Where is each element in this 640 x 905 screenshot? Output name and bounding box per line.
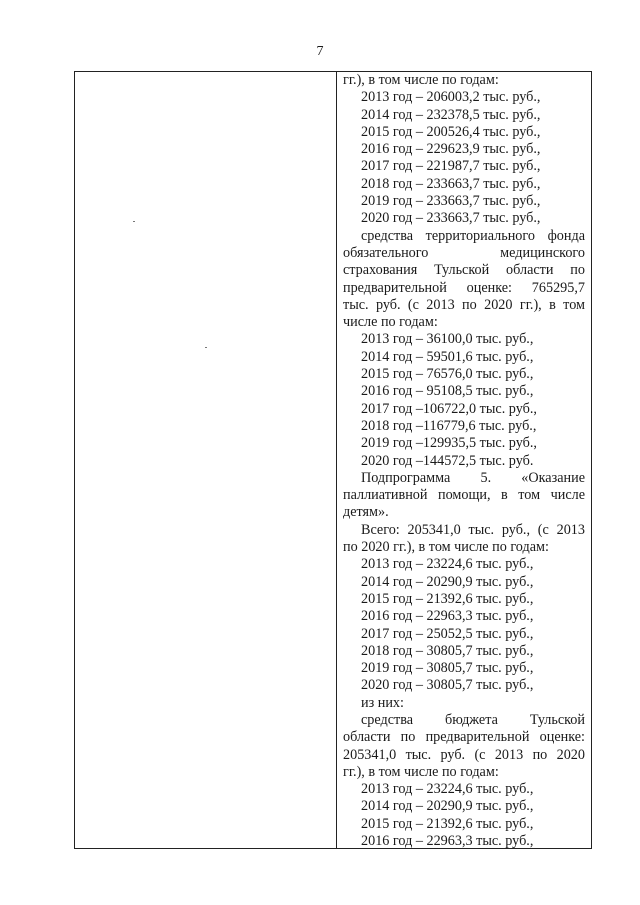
content-line: 2016 год – 22963,3 тыс. руб., (361, 833, 534, 848)
content-line: 2019 год –129935,5 тыс. руб., (361, 435, 537, 452)
content-line: 2014 год – 20290,9 тыс. руб., (361, 798, 534, 815)
content-line: 2015 год – 21392,6 тыс. руб., (361, 815, 534, 832)
page-number: 7 (316, 44, 324, 59)
content-line: 2013 год – 23224,6 тыс. руб., (361, 781, 534, 798)
content-line: 2016 год – 95108,5 тыс. руб., (361, 383, 534, 400)
content-line: 2015 год – 76576,0 тыс. руб., (361, 366, 534, 383)
content-line: гг.), в том числе по годам: (343, 763, 499, 780)
content-line: Всего: 205341,0 тыс. руб., (с 2013 (361, 521, 585, 538)
content-line: предварительной оценке: 765295,7 (343, 279, 585, 296)
content-line: обязательного медицинского (343, 244, 585, 261)
right-table-cell (337, 72, 591, 848)
content-line: 2017 год – 25052,5 тыс. руб., (361, 625, 534, 642)
content-line: 2018 год –116779,6 тыс. руб., (361, 417, 537, 434)
content-line: Подпрограмма 5. «Оказание (361, 469, 585, 486)
content-line: 2015 год – 200526,4 тыс. руб., (361, 123, 541, 140)
content-line: 2016 год – 22963,3 тыс. руб., (361, 608, 534, 625)
content-line: средства территориального фонда (361, 227, 585, 244)
content-line: 205341,0 тыс. руб. (с 2013 по 2020 (343, 746, 585, 763)
content-line: 2018 год – 30805,7 тыс. руб., (361, 642, 534, 659)
content-line: страхования Тульской области по (343, 262, 585, 279)
content-line: детям». (343, 504, 389, 521)
content-line: 2013 год – 206003,2 тыс. руб., (361, 89, 541, 106)
content-line: тыс. руб. (с 2013 по 2020 гг.), в том (343, 296, 585, 313)
content-line: 2020 год –144572,5 тыс. руб. (361, 452, 534, 469)
content-line: области по предварительной оценке: (343, 729, 585, 746)
content-line: числе по годам: (343, 314, 438, 331)
content-line: 2014 год – 59501,6 тыс. руб., (361, 348, 534, 365)
content-line: 2018 год – 233663,7 тыс. руб., (361, 175, 541, 192)
left-table-cell (75, 72, 337, 848)
content-line: по 2020 гг.), в том числе по годам: (343, 539, 549, 556)
content-line: 2013 год – 23224,6 тыс. руб., (361, 556, 534, 573)
content-line: 2019 год – 30805,7 тыс. руб., (361, 660, 534, 677)
scan-speck (133, 221, 135, 222)
content-line: паллиативной помощи, в том числе (343, 487, 585, 504)
content-line: 2013 год – 36100,0 тыс. руб., (361, 331, 534, 348)
content-line: средства бюджета Тульской (361, 711, 585, 728)
content-line: 2020 год – 30805,7 тыс. руб., (361, 677, 534, 694)
content-line: из них: (361, 694, 404, 711)
content-line: 2016 год – 229623,9 тыс. руб., (361, 141, 541, 158)
content-line: 2019 год – 233663,7 тыс. руб., (361, 193, 541, 210)
content-line: 2017 год – 221987,7 тыс. руб., (361, 158, 541, 175)
content-line: гг.), в том числе по годам: (343, 72, 499, 88)
scan-speck (205, 347, 207, 348)
content-line: 2015 год – 21392,6 тыс. руб., (361, 590, 534, 607)
content-line: 2014 год – 232378,5 тыс. руб., (361, 106, 541, 123)
content-line: 2017 год –106722,0 тыс. руб., (361, 400, 537, 417)
document-table (74, 71, 592, 849)
content-line: 2014 год – 20290,9 тыс. руб., (361, 573, 534, 590)
content-line: 2020 год – 233663,7 тыс. руб., (361, 210, 541, 227)
